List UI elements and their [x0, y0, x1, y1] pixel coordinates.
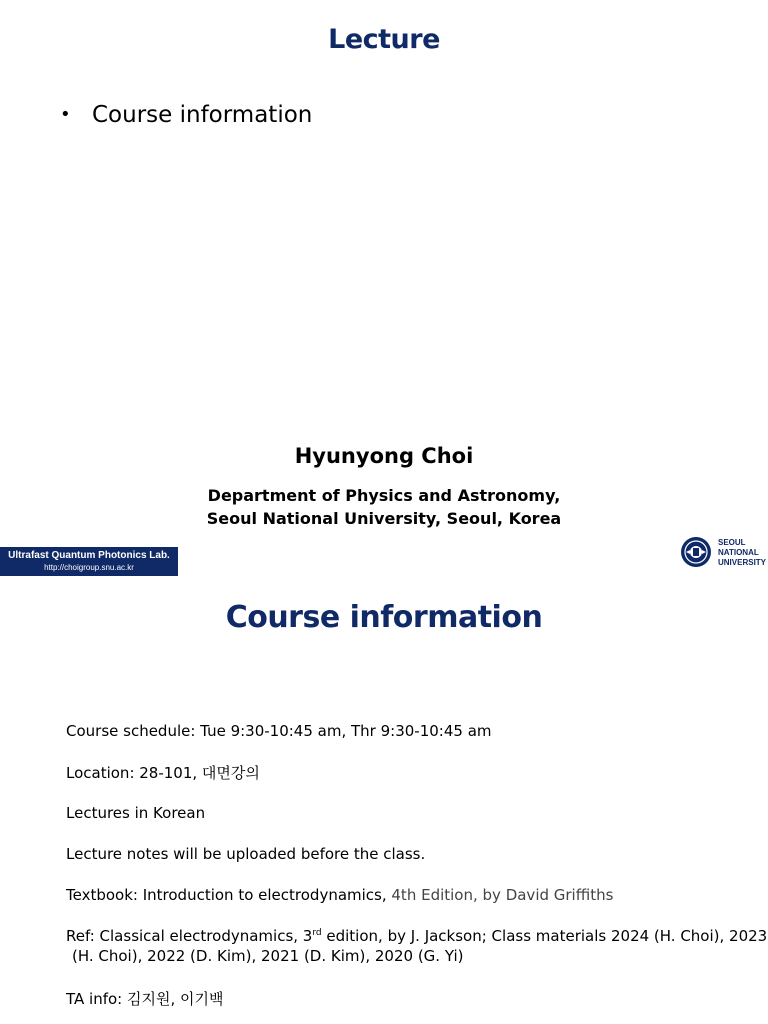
ta-info: TA info: 김지원, 이기백	[66, 990, 224, 1008]
slide-title: Course information	[225, 600, 543, 635]
course-location: Location: 28-101, 대면강의	[66, 764, 260, 782]
course-info-slide	[0, 590, 768, 1024]
university-logo-text: SEOUL NATIONAL UNIVERSITY	[718, 538, 767, 567]
bullet-icon: •	[60, 104, 71, 125]
reference-info: Ref: Classical electrodynamics, 3rd edition, by J. Jackson; Class materials 2024 (H. Choi), 2023	[66, 927, 768, 945]
course-schedule: Course schedule: Tue 9:30-10:45 am, Thr 9:30-10:45 am	[66, 722, 492, 740]
bullet-text: Course information	[92, 102, 313, 128]
author-name: Hyunyong Choi	[294, 444, 474, 468]
lab-url: http://choigroup.snu.ac.kr	[44, 563, 134, 572]
affiliation-line-1: Department of Physics and Astronomy,	[207, 486, 561, 505]
lecture-notes-info: Lecture notes will be uploaded before the class.	[66, 845, 426, 863]
textbook-info: Textbook: Introduction to electrodynamics, 4th Edition, by David Griffiths	[66, 886, 614, 904]
lab-banner	[0, 547, 178, 576]
course-language: Lectures in Korean	[66, 804, 206, 822]
university-emblem-icon	[680, 536, 712, 568]
reference-info-continued: (H. Choi), 2022 (D. Kim), 2021 (D. Kim), 2020 (G. Yi)	[72, 947, 464, 965]
affiliation-line-2: Seoul National University, Seoul, Korea	[206, 509, 562, 528]
slide-title: Lecture	[328, 24, 440, 55]
bullet-item	[60, 102, 312, 128]
lab-name: Ultrafast Quantum Photonics Lab.	[8, 550, 170, 561]
university-logo	[680, 536, 766, 570]
